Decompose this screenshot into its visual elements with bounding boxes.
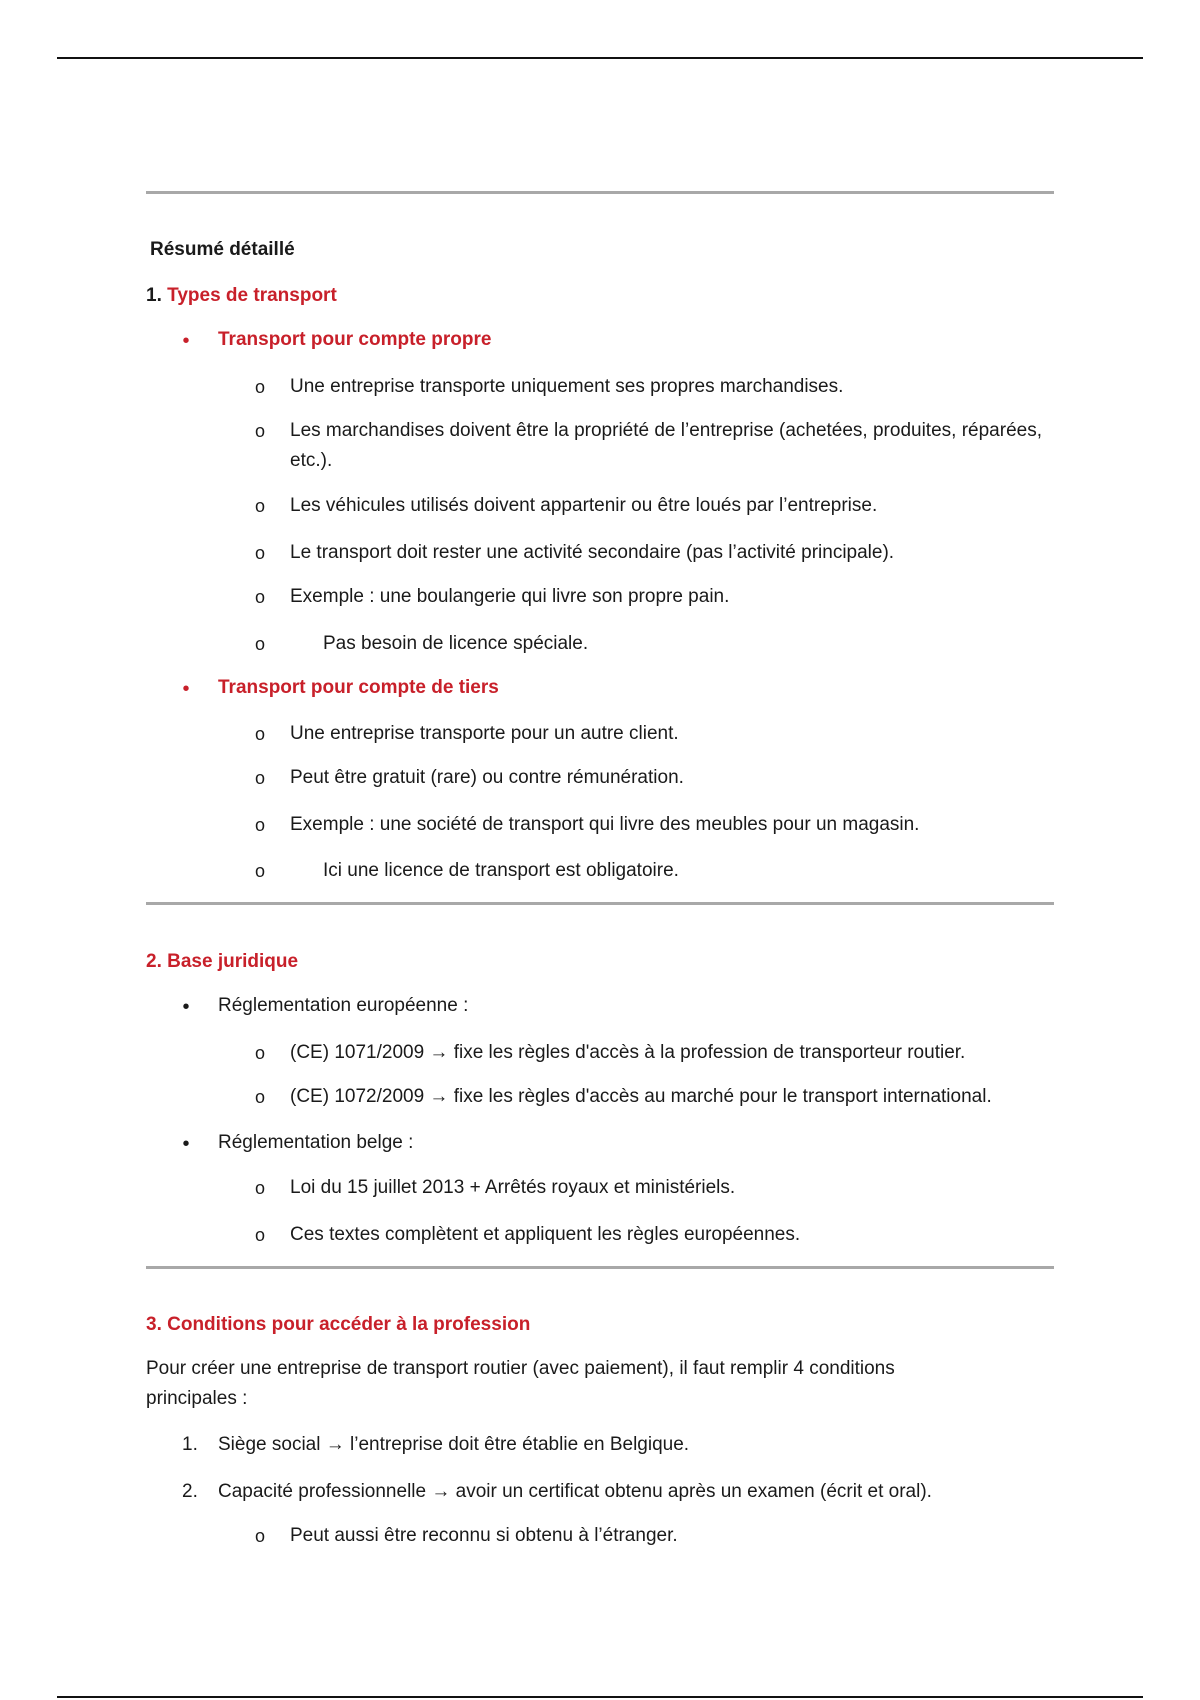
page-top-rule [57,57,1143,59]
list-item: Ces textes complètent et appliquent les règles européennes. [290,1224,801,1245]
list-item: Exemple : une boulangerie qui livre son propre pain. [290,586,730,607]
condition-text: Siège social → l’entreprise doit être établie en Belgique. [218,1434,690,1455]
section-1-heading [146,283,337,309]
section-2-heading: 2. Base juridique [146,951,299,972]
bullet-circle: o [254,1178,265,1198]
list-item: Les véhicules utilisés doivent appartenir ou être loués par l’entreprise. [290,495,878,516]
list-item: Une entreprise transporte uniquement ses propres marchandises. [290,376,844,397]
separator-line [146,902,1054,905]
bullet-dot: • [182,996,190,1018]
bullet-circle: o [254,587,265,607]
separator-line [146,1266,1054,1269]
bullet-circle: o [254,724,265,744]
list-item: Peut être gratuit (rare) ou contre rémunération. [290,767,684,788]
list-item: Ici une licence de transport est obligatoire. [323,860,679,881]
bullet-dot: • [182,678,190,700]
list-item: Peut aussi être reconnu si obtenu à l’étranger. [290,1525,678,1546]
list-item: (CE) 1071/2009 → fixe les règles d'accès à la profession de transporteur routier. [290,1042,966,1063]
section-1-title: Types de transport [167,285,337,306]
list-item: Une entreprise transporte pour un autre client. [290,723,679,744]
bullet-dot: • [182,1133,190,1155]
bullet-circle: o [254,634,265,654]
group-label-europe: Réglementation européenne : [218,995,469,1016]
bullet-dot: • [182,330,190,352]
bullet-circle: o [254,421,265,441]
bullet-circle: o [254,1087,265,1107]
separator-line [146,191,1054,194]
condition-text: Capacité professionnelle → avoir un certificat obtenu après un examen (écrit et oral). [218,1481,932,1502]
section-3-heading: 3. Conditions pour accéder à la profession [146,1314,531,1335]
condition-number: 2. [182,1481,198,1502]
group-label-belgique: Réglementation belge : [218,1132,414,1153]
condition-number: 1. [182,1434,198,1455]
bullet-circle: o [254,496,265,516]
bullet-circle: o [254,1043,265,1063]
list-item: (CE) 1072/2009 → fixe les règles d'accès au marché pour le transport international. [290,1086,992,1107]
list-item: Pas besoin de licence spéciale. [323,633,589,654]
list-item: Loi du 15 juillet 2013 + Arrêtés royaux et ministériels. [290,1177,736,1198]
group-label-compte-propre: Transport pour compte propre [218,329,492,350]
bullet-circle: o [254,543,265,563]
bullet-circle: o [254,1526,265,1546]
list-item: Les marchandises doivent être la propriété de l’entreprise (achetées, produites, réparées, etc.). [290,420,1042,471]
section-1-number: 1. [146,285,162,306]
page-bottom-rule [57,1696,1143,1698]
list-item: Le transport doit rester une activité secondaire (pas l’activité principale). [290,542,895,563]
bullet-circle: o [254,377,265,397]
bullet-circle: o [254,768,265,788]
bullet-circle: o [254,815,265,835]
list-item: Exemple : une société de transport qui livre des meubles pour un magasin. [290,814,920,835]
document-title: Résumé détaillé [150,239,295,260]
bullet-circle: o [254,1225,265,1245]
bullet-circle: o [254,861,265,881]
group-label-compte-tiers: Transport pour compte de tiers [218,677,499,698]
section-3-intro: Pour créer une entreprise de transport routier (avec paiement), il faut remplir 4 conditions principales : [146,1358,895,1409]
